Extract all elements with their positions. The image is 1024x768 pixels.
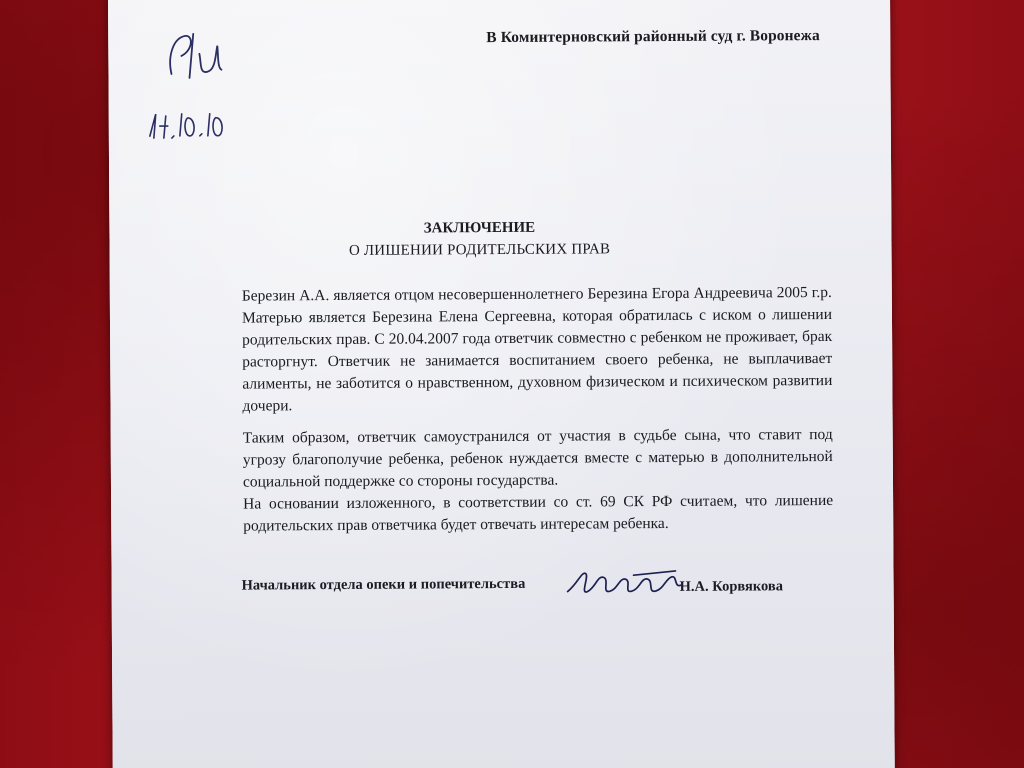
body-paragraph-1: Березин А.А. является отцом несовершеннолетнего Березина Егора Андреевича 2005 г.р. Матерью является Березина Елена Сергеевна, которая обратилась с иском о лишении родительских прав. С 20.04.2007 года ответчик совместно с ребенком не проживает, брак расторгнут. Ответчик не занимается воспитанием своего ребенка, не выплачивает алименты, не заботится о нравственном, духовном физическом и психическом развитии дочери. (241, 283, 833, 415)
handwritten-signature (563, 561, 693, 606)
addressee: В Коминтерновский районный суд г. Воронежа (486, 27, 820, 47)
handwritten-note-b-i (163, 26, 233, 86)
handwritten-note-date (144, 106, 234, 147)
signature-block (242, 574, 842, 608)
document-sheet (108, 0, 895, 768)
document-subtitle: О ЛИШЕНИИ РОДИТЕЛЬСКИХ ПРАВ (348, 241, 611, 259)
body-paragraph-3: На основании изложенного, в соответствии со ст. 69 СК РФ считаем, что лишение родительских прав ответчика будет отвечать интересам ребенка. (243, 491, 834, 535)
body-paragraph-2: Таким образом, ответчик самоустранился от участия в судьбе сына, что ставит под угрозу благополучие ребенка, ребенок нуждается вместе с матерью в дополнительной социальной поддержке со стороны государства. (242, 425, 833, 491)
document-title: ЗАКЛЮЧЕНИЕ (423, 219, 536, 237)
signatory-position: Начальник отдела опеки и попечительства (241, 575, 526, 594)
signatory-name: Н.А. Корвякова (679, 578, 784, 595)
